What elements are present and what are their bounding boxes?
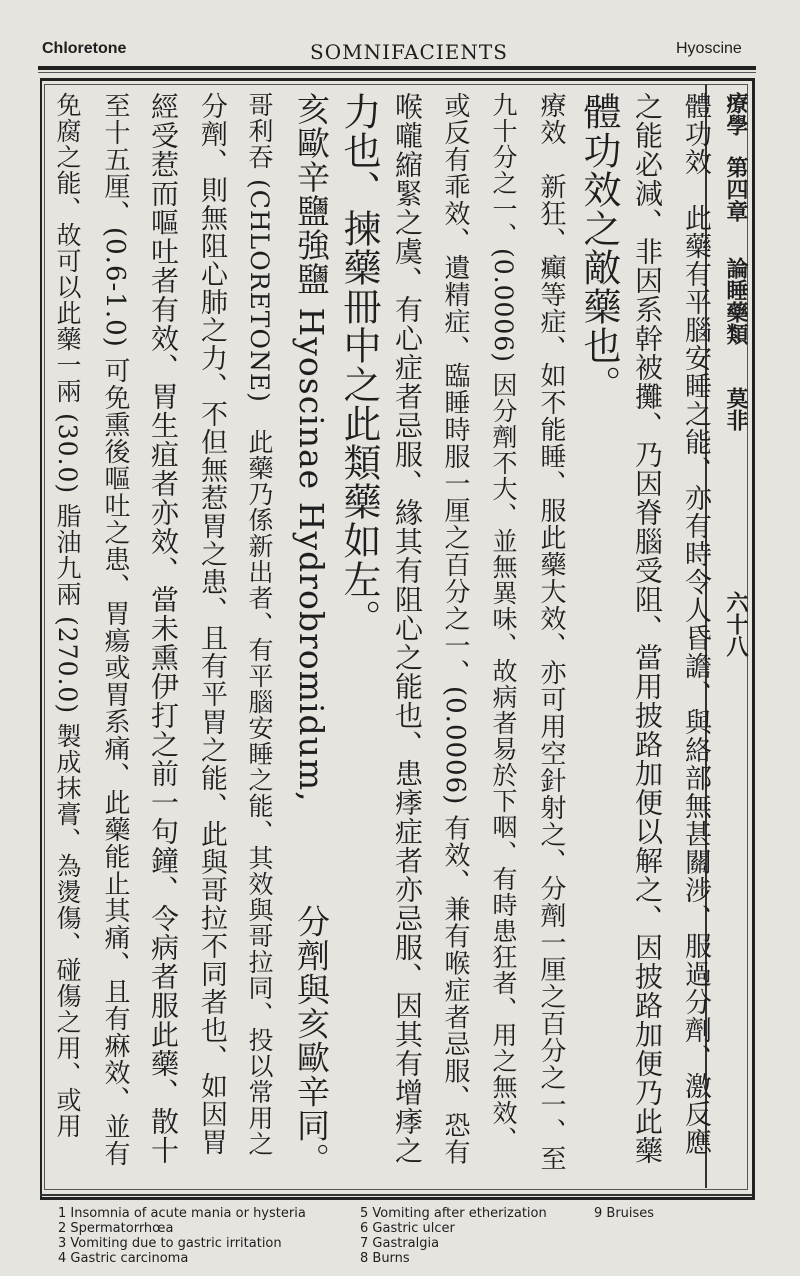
- margin-book-title: 療學: [723, 92, 749, 136]
- footnote: 4 Gastric carcinoma: [58, 1251, 189, 1266]
- footnotes-col-2: [360, 1206, 547, 1266]
- text-column-8: 力也、揀藥冊中之此類藥如左。: [337, 92, 381, 638]
- text-column-2: 之能必減、非因系幹被攤、乃因脊腦受阻、當用披路加便以解之、因披路加便乃此藥: [631, 92, 664, 1165]
- text-column-10: 哥利吞 (CHLORETONE) 此藥乃係新出者、有平腦安睡之能、其效與哥拉同、投以常用之: [245, 92, 274, 1157]
- text-column-6: 或反有乖效、遺精症、臨睡時服一厘之百分之一、(0.0006) 有效、兼有喉症者忌服、恐有: [440, 92, 470, 1166]
- footnote: 2 Spermatorrhœa: [58, 1221, 174, 1236]
- margin-subject: 論睡藥類: [723, 257, 749, 346]
- footnote: 9 Bruises: [594, 1206, 655, 1221]
- margin-drug: 莫非: [723, 387, 749, 432]
- running-header-right: Hyoscine: [676, 40, 742, 57]
- text-column-12: 經受惹而嘔吐者有效、胃生疽者亦效、當未熏伊打之前一句鐘、令病者服此藥、散十: [147, 92, 180, 1165]
- footnotes-col-3: [594, 1206, 654, 1221]
- text-column-4: 療效 新狂、癲等症、如不能睡、服此藥大效、亦可用空針射之、分劑一厘之百分之一、至: [536, 92, 566, 1172]
- footnote: 1 Insomnia of acute mania or hysteria: [58, 1206, 306, 1221]
- footnote-rule: [40, 1194, 752, 1196]
- text-column-11: 分劑、則無阻心肺之力、不但無惹胃之患、且有平胃之能、此與哥拉不同者也、如因胃: [196, 92, 227, 1156]
- text-column-3: 體功效之敵藥也。: [577, 92, 621, 404]
- footnote: 8 Burns: [360, 1251, 410, 1266]
- running-header-center: SOMNIFACIENTS: [310, 40, 508, 64]
- text-column-5: 九十分之一、(0.0006) 因分劑不大、並無異味、故病者易於下咽、有時患狂者、用之無效、: [489, 92, 518, 1152]
- footnote: 6 Gastric ulcer: [360, 1221, 455, 1236]
- margin-running-title: [712, 92, 752, 1182]
- margin-chapter: 第四章: [723, 155, 749, 222]
- footnote: 7 Gastralgia: [360, 1236, 440, 1251]
- footnote: 3 Vomiting due to gastric irritation: [58, 1236, 282, 1251]
- text-column-1: 體功效 此藥有平腦安睡之能、亦有時令人昏譫、與絡部無甚關涉、服過分劑、激反應: [680, 92, 711, 1156]
- header-rule: [38, 66, 756, 70]
- page-number: 六十八: [723, 590, 749, 657]
- running-header-left: Chloretone: [42, 40, 127, 57]
- header-rule-thin: [38, 72, 756, 73]
- text-column-9: 亥歐辛鹽強鹽 Hyoscinae Hydrobromidum, 分劑與亥歐辛同。: [292, 92, 331, 1177]
- text-column-14: 免腐之能、故可以此藥一兩 (30.0) 脂油九兩 (270.0) 製成抹膏、為燙傷、碰傷之用、或用: [53, 92, 82, 1140]
- text-column-13: 至十五厘、(0.6-1.0) 可免熏後嘔吐之患、胃瘍或胃系痛、此藥能止其痛、且有痳效、並有: [100, 92, 130, 1168]
- footnotes-col-1: [58, 1206, 306, 1266]
- footnote: 5 Vomiting after etherization: [360, 1206, 547, 1221]
- text-column-7: 喉嚨縮緊之虞、有心症者忌服、緣其有阻心之能也、患痵症者亦忌服、因其有增痵之: [391, 92, 424, 1165]
